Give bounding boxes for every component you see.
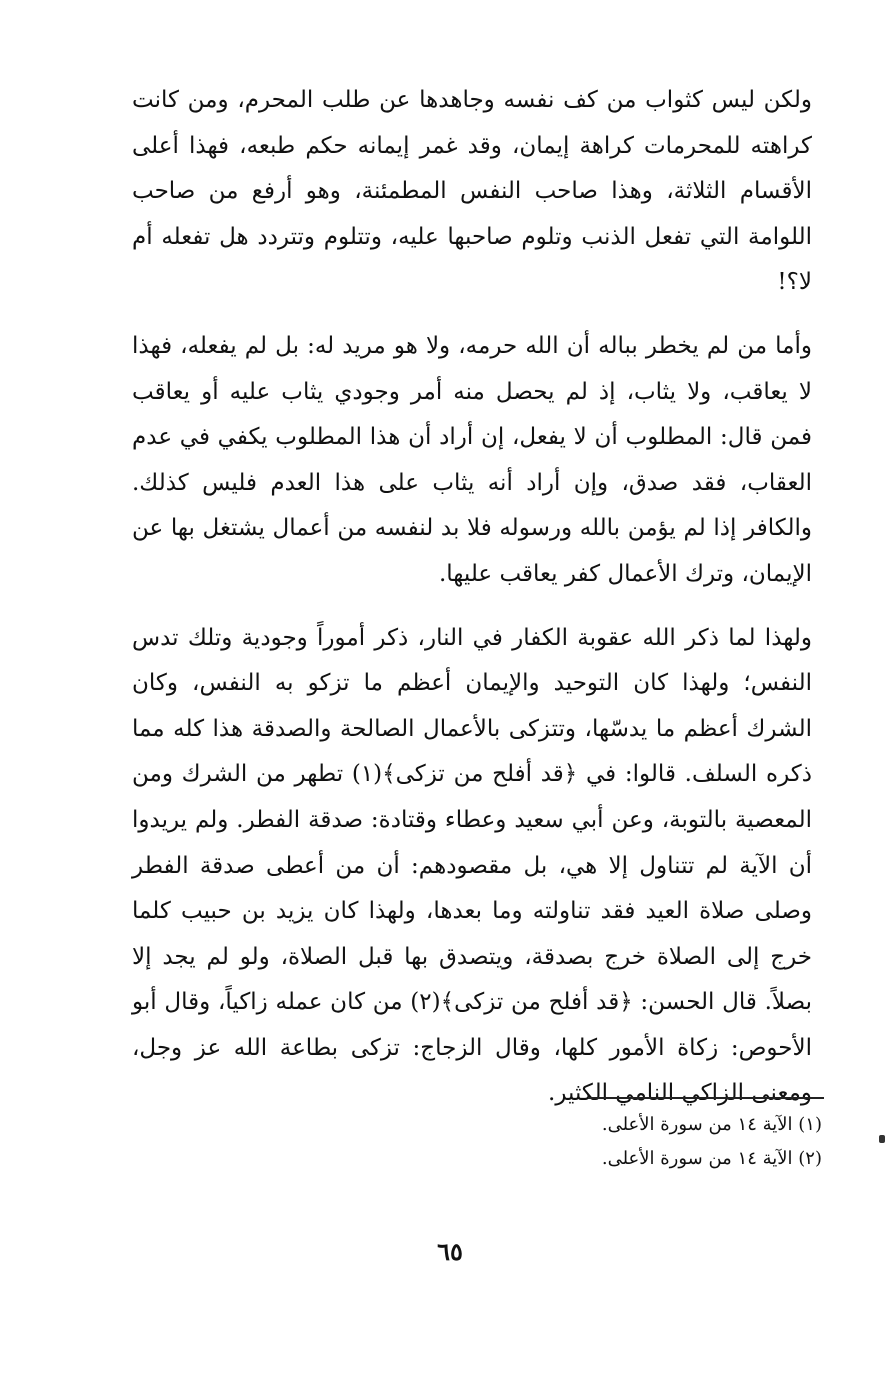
scan-edge-mark [879,1135,885,1143]
page-number: ٦٥ [437,1237,463,1266]
footnotes [430,1108,822,1176]
footnote-separator [588,1097,824,1099]
footnote-2: (٢) الآية ١٤ من سورة الأعلى. [601,1148,822,1169]
footnote-1: (١) الآية ١٤ من سورة الأعلى. [601,1114,822,1135]
paragraph-3: ولهذا لما ذكر الله عقوبة الكفار في النار، ذكر أموراً وجودية وتلك تدس النفس؛ ولهذا كان التوحيد والإيمان أعظم ما تزكو به النفس، وكان الشرك أعظم ما يدسّها، وتتزكى بالأعمال الصالحة والصدقة هذا كله مما ذكره السلف. قالوا: في ﴿قد أفلح من تزكى﴾(١) تطهر من الشرك ومن المعصية بالتوبة، وعن أبي سعيد وعطاء وقتادة: صدقة الفطر. ولم يريدوا أن الآية لم تتناول إلا هي، بل مقصودهم: أن من أعطى صدقة الفطر وصلى صلاة العيد فقد تناولته وما بعدها، ولهذا كان يزيد بن حبيب كلما خرج إلى الصلاة خرج بصدقة، ويتصدق بها قبل الصلاة، ولو لم يجد إلا بصلاً. قال الحسن: ﴿قد أفلح من تزكى﴾(٢) من كان عمله زاكياً، وقال أبو الأحوص: زكاة الأمور كلها، وقال الزجاج: تزكى بطاعة الله عز وجل، ومعنى الزاكي النامي الكثير. [132,624,812,1107]
main-text [132,78,812,1117]
paragraph-2: وأما من لم يخطر بباله أن الله حرمه، ولا هو مريد له: بل لم يفعله، فهذا لا يعاقب، ولا يثاب، إذ لم يحصل منه أمر وجودي يثاب عليه أو يعاقب فمن قال: المطلوب أن لا يفعل، إن أراد أن هذا المطلوب يكفي في عدم العقاب، فقد صدق، وإن أراد أنه يثاب على هذا العدم فليس كذلك. والكافر إذا لم يؤمن بالله ورسوله فلا بد لنفسه من أعمال يشتغل بها عن الإيمان، وترك الأعمال كفر يعاقب عليها. [132,332,812,587]
paragraph-1: ولكن ليس كثواب من كف نفسه وجاهدها عن طلب المحرم، ومن كانت كراهته للمحرمات كراهة إيمان، وقد غمر إيمانه حكم طبعه، فهذا أعلى الأقسام الثلاثة، وهذا صاحب النفس المطمئنة، وهو أرفع من صاحب اللوامة التي تفعل الذنب وتلوم صاحبها عليه، وتتلوم وتتردد هل تفعله أم لا؟! [132,87,813,296]
